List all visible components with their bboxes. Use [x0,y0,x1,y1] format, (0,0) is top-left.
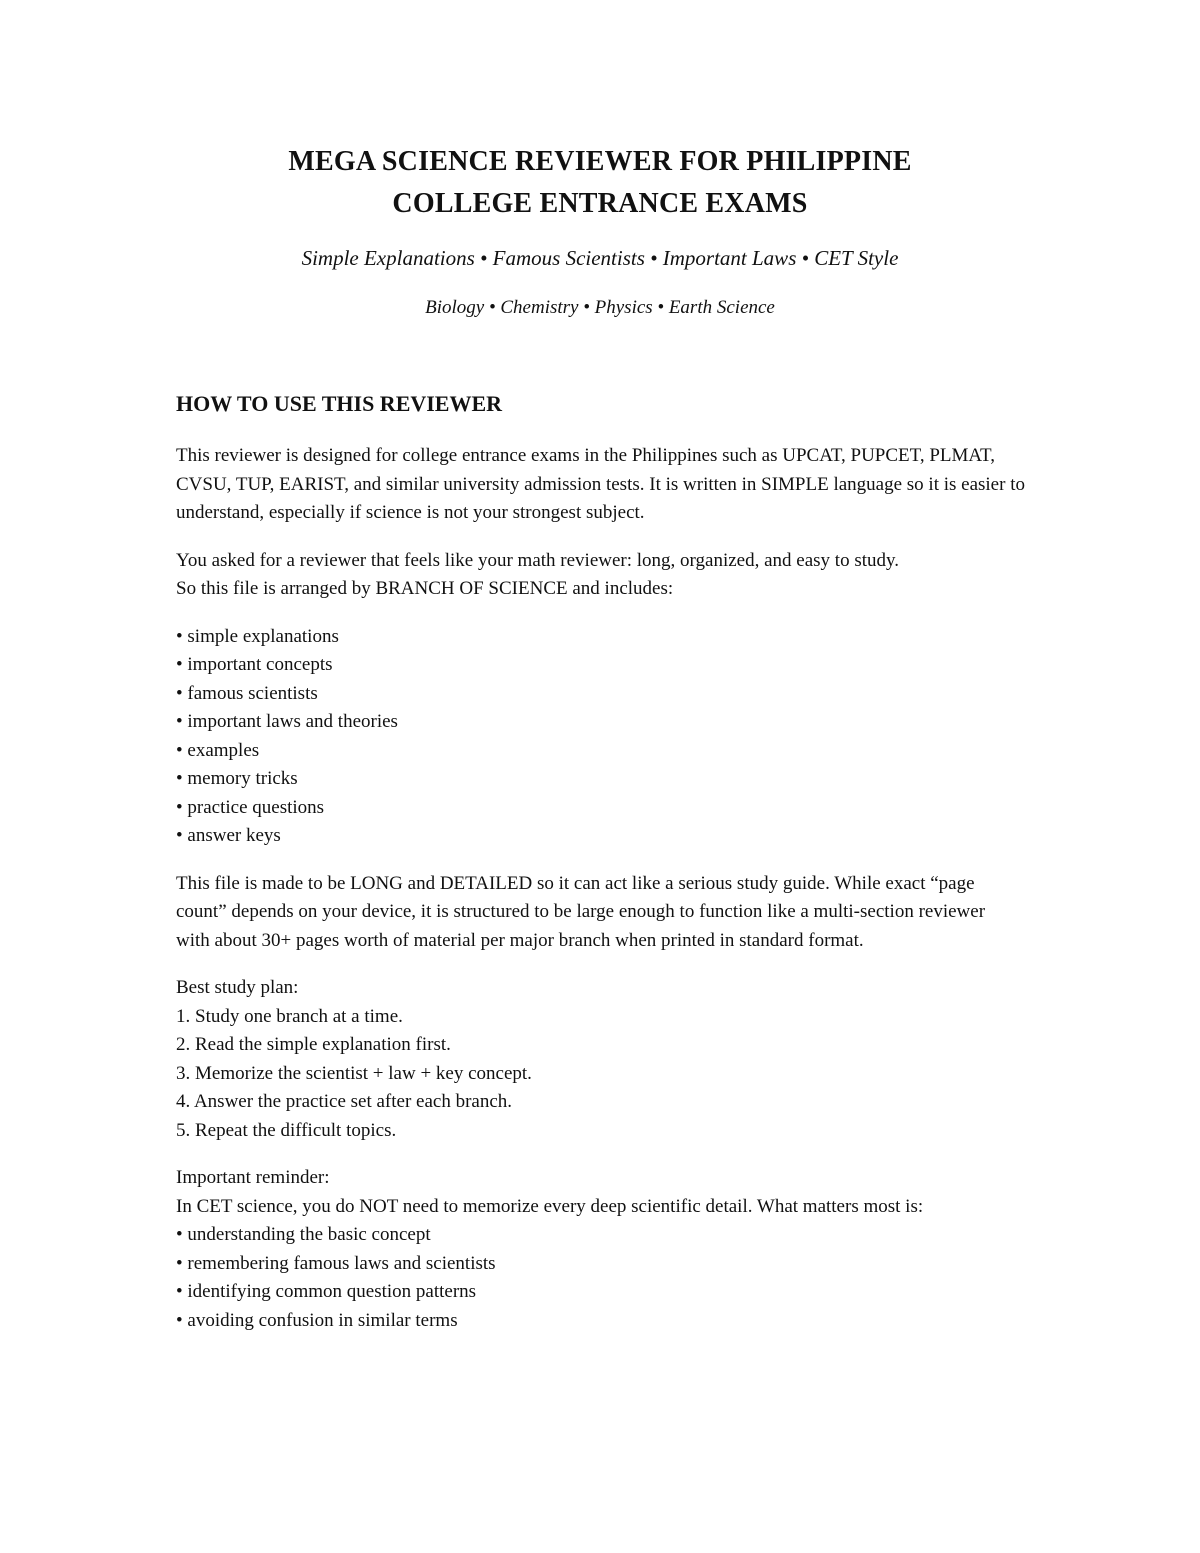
paragraph-line: So this file is arranged by BRANCH OF SCIENCE and includes: [176,578,674,599]
list-item: • simple explanations [176,625,339,647]
list-item: 4. Answer the practice set after each branch. [176,1091,513,1112]
list-item: • important concepts [176,654,333,675]
section-heading: HOW TO USE THIS REVIEWER [176,391,503,416]
list-item: • remembering famous laws and scientists [176,1252,496,1274]
list-item: • famous scientists [176,682,318,704]
intro-paragraph: This reviewer is designed for college entrance exams in the Philippines such as UPCAT, PUPCET, PLMAT, CVSU, TUP, EARIST, and similar university admission tests. It is written in SIMPLE language so it is easier to understand, especially if science is not your strongest subject. [176,445,1025,523]
request-paragraph [176,547,1036,604]
subtitle-topics: Simple Explanations • Famous Scientists • Important Laws • CET Style [301,246,899,270]
study-plan [176,974,1036,1145]
list-item: • avoiding confusion in similar terms [176,1309,458,1331]
list-item: • identifying common question patterns [176,1281,477,1302]
list-item: 5. Repeat the difficult topics. [176,1119,397,1141]
list-item: • answer keys [176,825,281,846]
list-item: • memory tricks [176,768,298,789]
list-item: • examples [176,739,260,761]
document-body [176,388,1036,1335]
important-reminder [176,1164,1036,1335]
title-line-1: MEGA SCIENCE REVIEWER FOR PHILIPPINE [288,146,912,177]
list-item: • understanding the basic concept [176,1224,431,1245]
title-line-2: COLLEGE ENTRANCE EXAMS [392,188,808,219]
list-item: • practice questions [176,796,325,818]
study-plan-label: Best study plan: [176,977,299,998]
includes-list [176,623,1036,851]
list-item: • important laws and theories [176,711,398,732]
list-item: 3. Memorize the scientist + law + key concept. [176,1062,532,1084]
reminder-text: In CET science, you do NOT need to memorize every deep scientific detail. What matters most is: [176,1195,924,1217]
list-item: 2. Read the simple explanation first. [176,1034,451,1055]
document-title [0,141,1200,225]
subtitle-branches: Biology • Chemistry • Physics • Earth Science [425,297,775,318]
list-item: 1. Study one branch at a time. [176,1005,403,1027]
reminder-label: Important reminder: [176,1167,330,1188]
length-paragraph: This file is made to be LONG and DETAILED so it can act like a serious study guide. While exact “page count” depends on your device, it is structured to be large enough to function like a multi-section reviewer with about 30+ pages worth of material per major branch when printed in standard format. [176,872,986,951]
paragraph-line: You asked for a reviewer that feels like your math reviewer: long, organized, and easy to study. [176,549,900,571]
